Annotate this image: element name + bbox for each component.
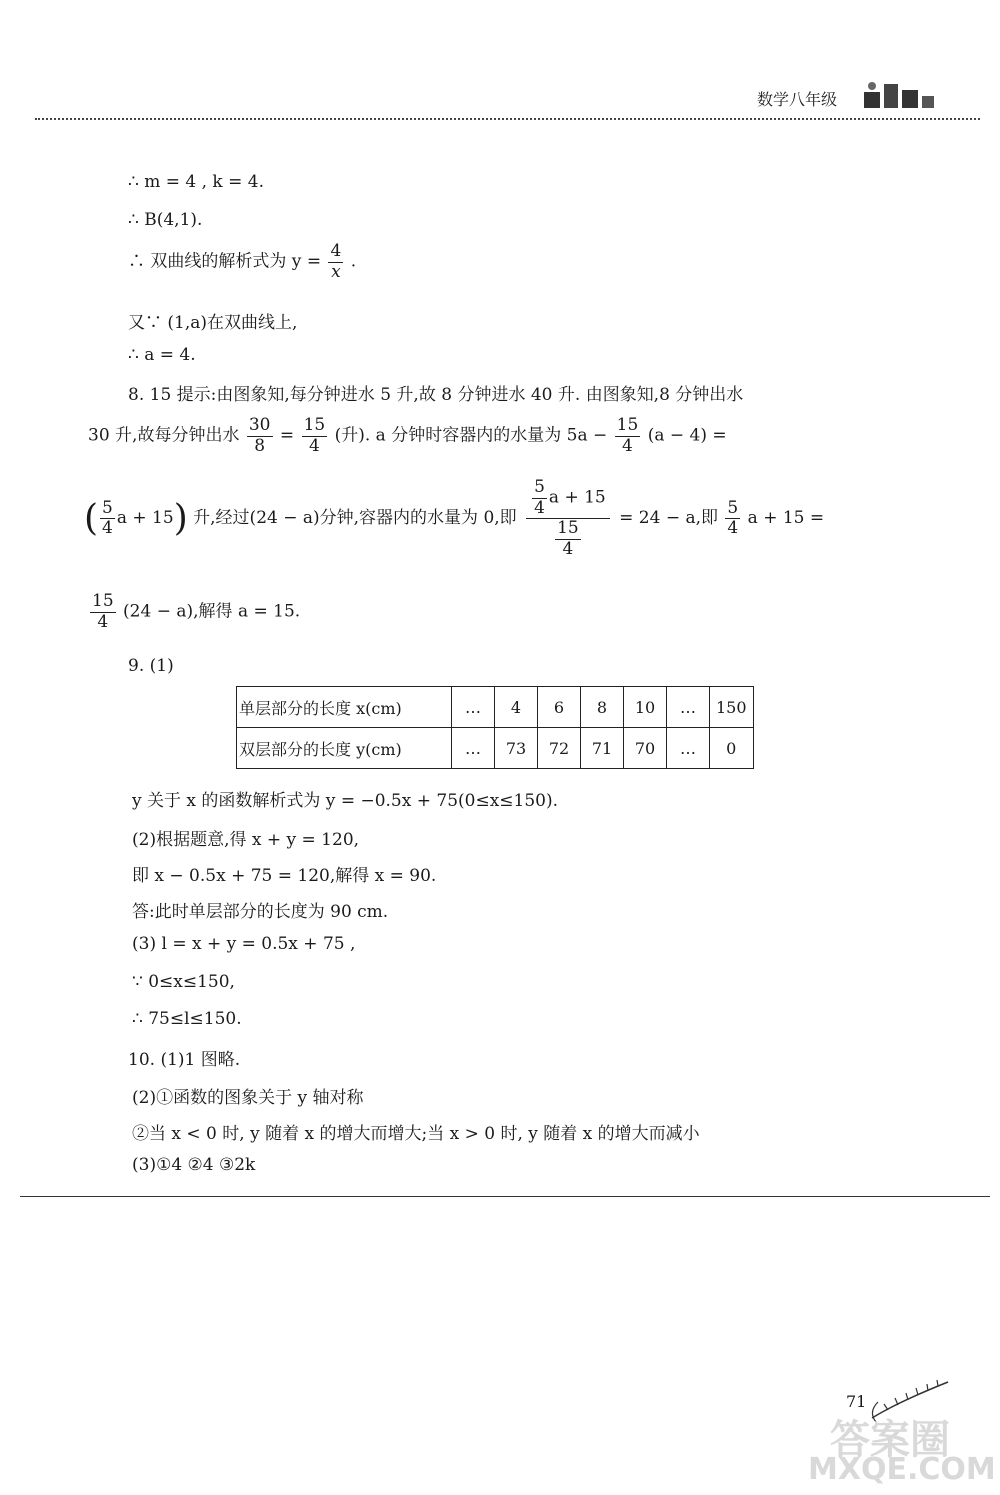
- table-row: [237, 728, 754, 769]
- table-cell: …: [667, 687, 710, 728]
- table-cell: 71: [581, 728, 624, 769]
- table-cell: 150: [710, 687, 754, 728]
- hyperbola-prefix: ∴ 双曲线的解析式为 y =: [128, 251, 322, 272]
- header-rule: [35, 118, 980, 120]
- table-cell: …: [667, 728, 710, 769]
- table-cell: 6: [538, 687, 581, 728]
- table-cell: 70: [624, 728, 667, 769]
- table-cell: …: [452, 728, 495, 769]
- q8-line-3: ( $\frac{5}{4}$ a + 15) 升,经过(24 − a)分钟,容器内的水量为 0,即 $\frac{5}{4}$ a + 15 $\frac{15}{4}$ = 24 − a,即 $\frac{5}{4}$ a + 15 =: [84, 477, 825, 559]
- fraction-5-over-4: $\frac{5}{4}$: [727, 497, 739, 539]
- q10-line: 10. (1)1 图略.: [128, 1050, 241, 1070]
- fraction-15-over-4: $\frac{15}{4}$: [616, 415, 639, 456]
- q10-line: ②当 x < 0 时, y 随着 x 的增大而增大;当 x > 0 时, y 随着 x 的增大而减小: [132, 1124, 700, 1144]
- table-cell: 单层部分的长度 x(cm): [237, 687, 452, 728]
- table-cell: 0: [710, 728, 754, 769]
- q9-line: (2)根据题意,得 x + y = 120,: [132, 830, 360, 850]
- q9-line: 即 x − 0.5x + 75 = 120,解得 x = 90.: [132, 866, 437, 886]
- fraction-15-over-4: $\frac{15}{4}$: [303, 415, 326, 456]
- table-cell: 72: [538, 728, 581, 769]
- q9-line: ∵ 0≤x≤150,: [132, 972, 235, 992]
- line-point-b: ∴ B(4,1).: [128, 210, 203, 230]
- fraction-4-over-x: $\frac{4}{x}$: [330, 241, 342, 282]
- watermark-site: MXQE.COM: [808, 1452, 996, 1487]
- q10-line: (3)①4 ②4 ③2k: [132, 1155, 256, 1175]
- q9-line: 答:此时单层部分的长度为 90 cm.: [132, 902, 389, 922]
- q9-line: (3) l = x + y = 0.5x + 75 ,: [132, 934, 356, 954]
- header-title: 数学八年级: [757, 90, 838, 109]
- fraction-5-over-4: $\frac{5}{4}$: [102, 497, 113, 539]
- header-decoration-icon: [858, 78, 943, 114]
- footer-rule: [20, 1196, 990, 1197]
- q10-line: (2)①函数的图象关于 y 轴对称: [132, 1088, 364, 1108]
- line-point-on-curve: 又∵ (1,a)在双曲线上,: [128, 313, 298, 333]
- table-row: [237, 687, 754, 728]
- complex-fraction: $\frac{5}{4}$ a + 15 $\frac{15}{4}$: [526, 478, 610, 559]
- table-cell: 双层部分的长度 y(cm): [237, 728, 452, 769]
- fraction-15-over-4: $\frac{15}{4}$: [92, 591, 114, 632]
- q9-line: y 关于 x 的函数解析式为 y = −0.5x + 75(0≤x≤150).: [132, 791, 559, 811]
- fraction-30-over-8: $\frac{30}{8}$: [248, 415, 271, 456]
- q8-line-1: 8. 15 提示:由图象知,每分钟进水 5 升,故 8 分钟进水 40 升. 由图象知,8 分钟出水: [128, 385, 744, 405]
- table-cell: 4: [495, 687, 538, 728]
- watermark-logo: 答案圈: [830, 1417, 950, 1463]
- table-cell: …: [452, 687, 495, 728]
- q9-label: 9. (1): [128, 656, 174, 676]
- table-cell: 8: [581, 687, 624, 728]
- q9-line: ∴ 75≤l≤150.: [132, 1009, 242, 1029]
- line-m-k: ∴ m = 4 , k = 4.: [128, 172, 264, 192]
- length-table: [236, 686, 754, 769]
- table-cell: 73: [495, 728, 538, 769]
- q8-line-4: $\frac{15}{4}$ (24 − a),解得 a = 15.: [92, 591, 301, 632]
- q8-line-2: 30 升,故每分钟出水 $\frac{30}{8}$ = $\frac{15}{4}$ (升). a 分钟时容器内的水量为 5a − $\frac{15}{4}$ (a − 4) =: [88, 415, 727, 456]
- line-hyperbola: ∴ 双曲线的解析式为 y = $\frac{4}{x}$ .: [128, 241, 357, 282]
- line-a-value: ∴ a = 4.: [128, 345, 196, 365]
- page-number: 71: [846, 1392, 867, 1411]
- table-cell: 10: [624, 687, 667, 728]
